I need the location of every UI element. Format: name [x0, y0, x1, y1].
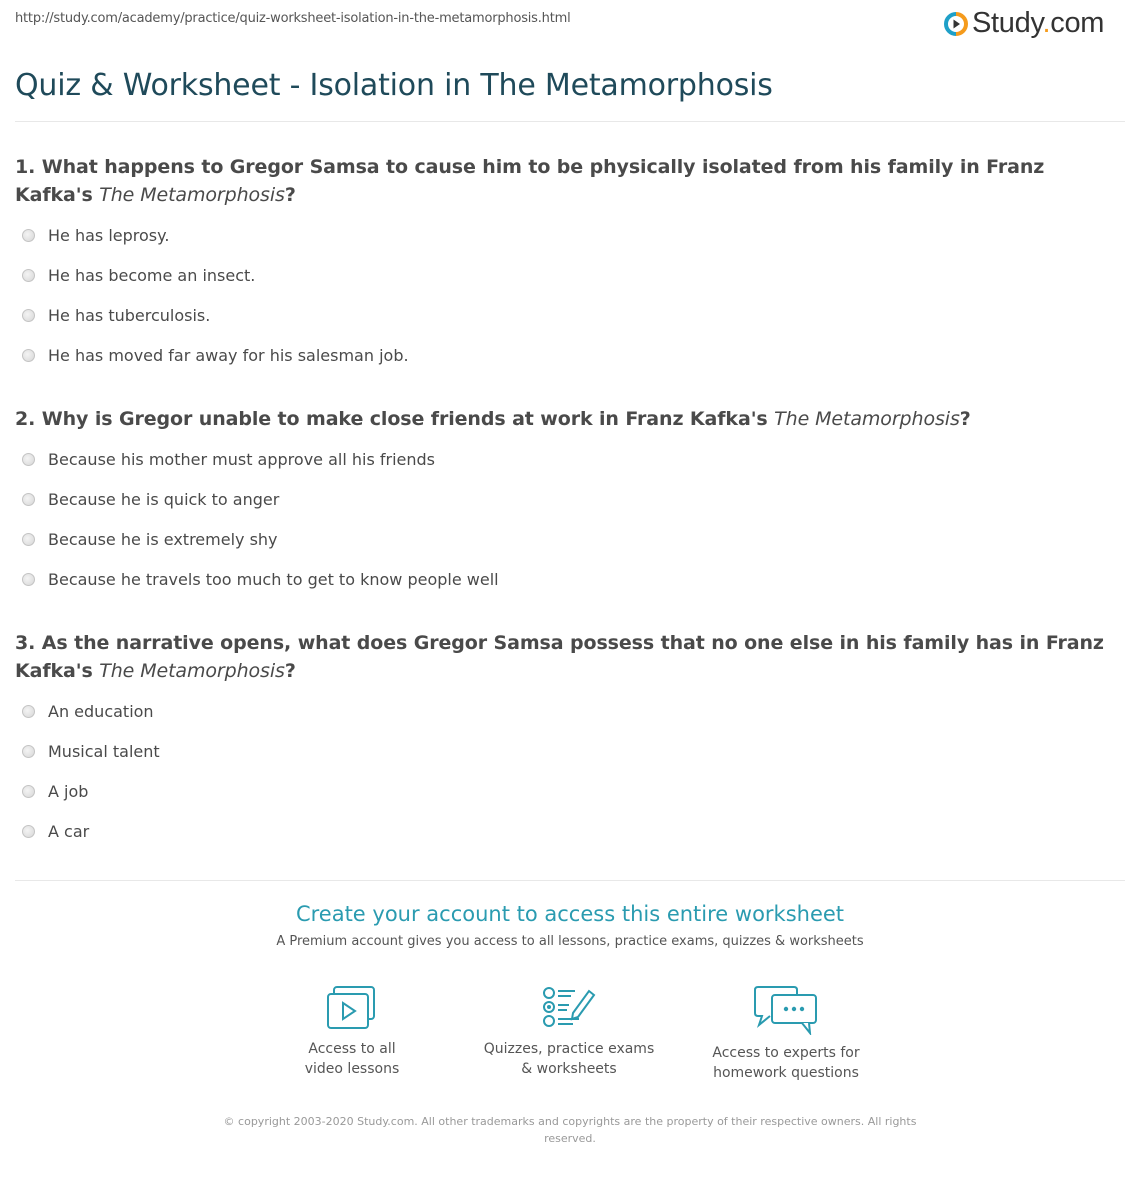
- question-2: 2. Why is Gregor unable to make close friends at work in Franz Kafka's The Metamorphosis?: [15, 408, 971, 430]
- divider: [15, 121, 1125, 122]
- answer-option[interactable]: A job: [22, 782, 88, 801]
- answer-option[interactable]: He has leprosy.: [22, 226, 169, 245]
- divider: [15, 880, 1125, 881]
- question-1: 1. What happens to Gregor Samsa to cause him to be physically isolated from his family in Franz Kafka's The Metamorphosis?: [15, 156, 1045, 206]
- radio-button[interactable]: [22, 785, 35, 798]
- answer-option[interactable]: An education: [22, 702, 154, 721]
- radio-button[interactable]: [22, 573, 35, 586]
- radio-button[interactable]: [22, 705, 35, 718]
- radio-button[interactable]: [22, 453, 35, 466]
- logo-suffix: com: [1050, 7, 1105, 39]
- feature-quizzes: Quizzes, practice exams & worksheets: [469, 985, 669, 1079]
- radio-button[interactable]: [22, 269, 35, 282]
- radio-button[interactable]: [22, 825, 35, 838]
- cta-subtitle: A Premium account gives you access to all lessons, practice exams, quizzes & worksheets: [276, 934, 864, 949]
- radio-button[interactable]: [22, 745, 35, 758]
- answer-option[interactable]: Because he travels too much to get to know people well: [22, 570, 499, 589]
- radio-button[interactable]: [22, 309, 35, 322]
- radio-button[interactable]: [22, 349, 35, 362]
- logo-dot: .: [1042, 7, 1051, 39]
- radio-button[interactable]: [22, 533, 35, 546]
- play-ring-icon: [944, 12, 968, 36]
- chat-bubbles-icon: [754, 985, 818, 1035]
- answer-option[interactable]: He has tuberculosis.: [22, 306, 210, 325]
- answer-option[interactable]: Because his mother must approve all his friends: [22, 450, 435, 469]
- answer-option[interactable]: Because he is quick to anger: [22, 490, 279, 509]
- question-3: 3. As the narrative opens, what does Gregor Samsa possess that no one else in his family has in Franz Kafka's The Metamorphosis?: [15, 632, 1104, 682]
- page-title: Quiz & Worksheet - Isolation in The Metamorphosis: [15, 68, 773, 103]
- study-logo[interactable]: [944, 7, 1104, 40]
- feature-experts: Access to experts for homework questions: [686, 985, 886, 1083]
- answer-option[interactable]: He has moved far away for his salesman job.: [22, 346, 409, 365]
- feature-video-lessons: Access to all video lessons: [252, 985, 452, 1079]
- radio-button[interactable]: [22, 229, 35, 242]
- quiz-checklist-icon: [541, 985, 597, 1031]
- page-url: http://study.com/academy/practice/quiz-worksheet-isolation-in-the-metamorphosis.html: [15, 11, 571, 26]
- radio-button[interactable]: [22, 493, 35, 506]
- video-lessons-icon: [326, 985, 378, 1031]
- create-account-link[interactable]: Create your account to access this entire worksheet: [295, 902, 845, 926]
- answer-option[interactable]: Because he is extremely shy: [22, 530, 278, 549]
- answer-option[interactable]: A car: [22, 822, 89, 841]
- answer-option[interactable]: He has become an insect.: [22, 266, 255, 285]
- copyright-footer: © copyright 2003-2020 Study.com. All other trademarks and copyrights are the property of their respective owners. All rights reserved.: [223, 1115, 917, 1145]
- logo-name: Study: [972, 7, 1043, 39]
- answer-option[interactable]: Musical talent: [22, 742, 160, 761]
